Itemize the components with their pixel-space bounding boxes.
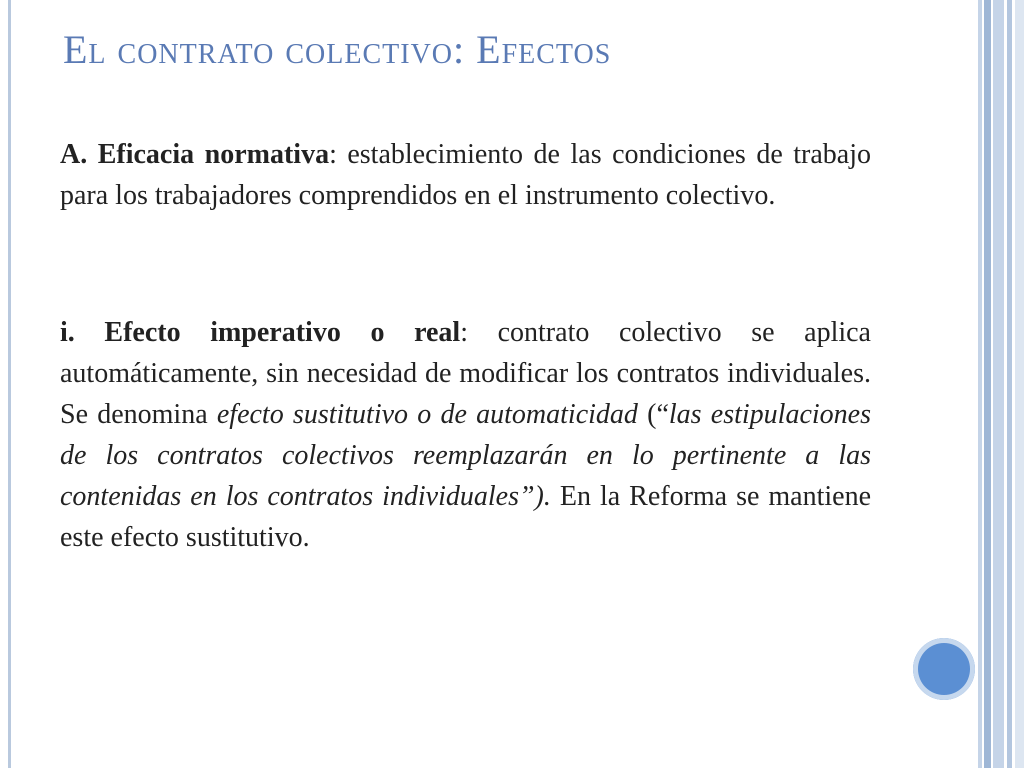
paragraph-text: En la Reforma se mantiene este efecto sustitutivo.: [60, 481, 872, 553]
italic-term: efecto sustitutivo o de automaticidad: [216, 399, 638, 430]
term-eficacia-normativa: A. Eficacia normativa: [60, 139, 330, 170]
paragraph-efecto-imperativo: [60, 312, 871, 558]
left-border-line: [8, 0, 11, 768]
right-border-bar: [984, 0, 991, 768]
right-border-bar: [1007, 0, 1012, 768]
term-efecto-imperativo: i. Efecto imperativo o real: [60, 317, 461, 348]
right-border-bar: [993, 0, 1004, 768]
paragraph-text: (“: [637, 399, 669, 430]
decorative-circle-icon: [913, 638, 975, 700]
italic-quote: las estipulaciones de los contratos colectivos reemplazarán en lo pertinente a las contenidas en los contratos individuales”).: [60, 399, 871, 512]
separator: :: [460, 317, 468, 348]
separator: :: [329, 139, 337, 170]
slide-title: El contrato colectivo: Efectos: [63, 27, 612, 72]
right-border-bar: [978, 0, 982, 768]
paragraph-text: contrato colectivo se aplica automáticamente, sin necesidad de modificar los contratos individuales. Se denomina: [60, 317, 871, 430]
right-border-bar: [1015, 0, 1024, 768]
paragraph-eficacia-normativa: [60, 134, 871, 216]
paragraph-text: establecimiento de las condiciones de trabajo para los trabajadores comprendidos en el instrumento colectivo.: [60, 139, 871, 211]
